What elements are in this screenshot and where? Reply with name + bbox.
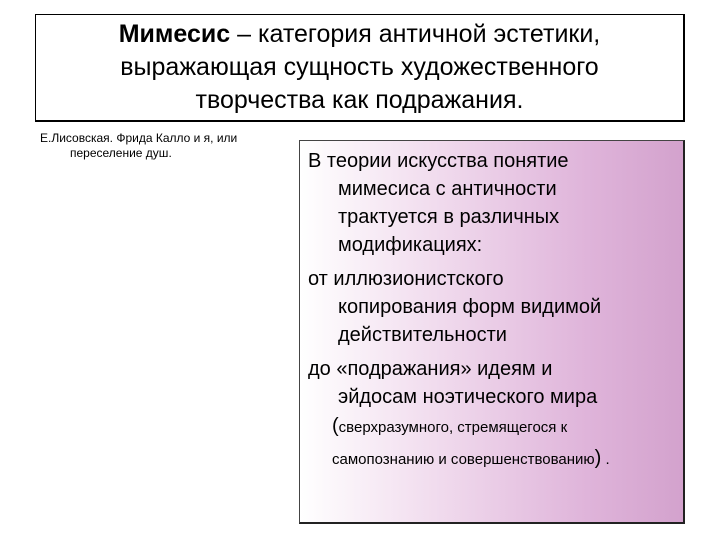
note-line-2	[308, 443, 673, 475]
paragraph-3	[308, 355, 673, 475]
note-text-1: сверхразумного, стремящегося к	[338, 419, 568, 436]
slide-title	[119, 18, 601, 117]
content-box	[299, 140, 685, 524]
caption-line-1: Е.Лисовская. Фрида Калло и я, или	[40, 131, 238, 145]
note-tail: .	[601, 451, 610, 468]
paragraph-2	[308, 265, 673, 349]
caption-line-2: переселение душ.	[70, 146, 172, 160]
paragraph-2-line-2: копирования форм видимой	[338, 296, 602, 318]
title-line-1: – категория античной эстетики,	[230, 20, 601, 48]
note-line-1	[308, 411, 673, 443]
note-open-paren: (	[332, 415, 339, 437]
paragraph-1-line-2: мимесиса с античности	[338, 178, 557, 200]
title-box	[35, 14, 685, 122]
paragraph-2-line-3: действительности	[338, 324, 507, 346]
image-caption	[40, 131, 280, 161]
title-term: Мимесис	[118, 20, 231, 48]
paragraph-3-line-2: эйдосам ноэтического мира	[338, 386, 598, 408]
note-text-2: самопознанию и совершенствованию	[332, 451, 595, 468]
paragraph-1	[308, 147, 673, 259]
paragraph-1-line-4: модификациях:	[338, 234, 483, 256]
paragraph-2-line-1: от иллюзионистского	[308, 268, 504, 290]
paragraph-3-line-1: до «подражания» идеям и	[308, 358, 553, 380]
paragraph-1-line-1: В теории искусства понятие	[308, 150, 569, 172]
title-line-2: выражающая сущность художественного	[120, 53, 599, 81]
title-line-3: творчества как подражания.	[195, 86, 524, 114]
note-close-paren: )	[594, 447, 602, 469]
paragraph-1-line-3: трактуется в различных	[338, 206, 560, 228]
